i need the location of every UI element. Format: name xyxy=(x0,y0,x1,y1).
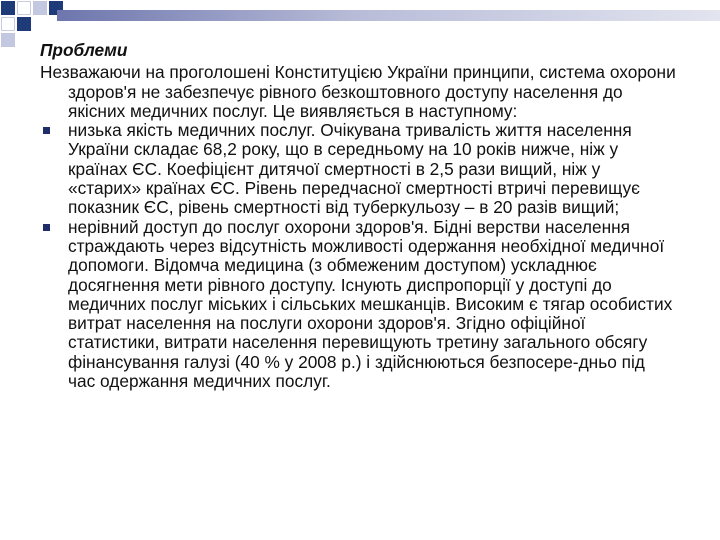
decorative-square xyxy=(17,17,31,31)
decorative-square xyxy=(17,1,31,15)
decorative-square xyxy=(33,1,47,15)
intro-paragraph: Незважаючи на проголошені Конституцією України принципи, система охорони здоров'я не забезпечує рівного безкоштовного доступу населення до якісних медичних послуг. Це виявляється в наступному: xyxy=(40,62,676,121)
slide-title: Проблеми xyxy=(40,40,128,60)
decorative-square xyxy=(1,33,15,47)
decorative-square xyxy=(1,17,15,31)
slide-body xyxy=(40,41,676,391)
square-bullet-icon xyxy=(43,224,50,231)
bullet-item-quality xyxy=(40,121,676,217)
square-bullet-icon xyxy=(43,127,50,134)
decorative-square xyxy=(1,1,15,15)
bullet-item-access xyxy=(40,218,676,392)
decorative-top-bar xyxy=(57,10,720,21)
bullet-text: нерівний доступ до послуг охорони здоров'я. Бідні верстви населення страждають через відсутність можливості одержання необхідної медичної допомоги. Відомча медицина (з обмеженим доступом) ускладнює досягнення мети рівного доступу. Існують диспропорції у доступі до медичних послуг міських і сільських мешканців. Високим є тягар особистих витрат населення на послуги охорони здоров'я. Згідно офіційної статистики, витрати населення перевищують третину загального обсягу фінансування галузі (40 % у 2008 р.) і здійснюються безпосере-дньо під час одержання медичних послуг. xyxy=(68,216,673,392)
bullet-text: низька якість медичних послуг. Очікувана тривалість життя населення України складає 68,2 року, що в середньому на 10 років нижче, ніж у країнах ЄС. Коефіцієнт дитячої смертності в 2,5 рази вищий, ніж у «старих» країнах ЄС. Рівень передчасної смертності втричі перевищує показник ЄС, рівень смертності від туберкульозу – в 20 разів вищий; xyxy=(68,120,640,218)
